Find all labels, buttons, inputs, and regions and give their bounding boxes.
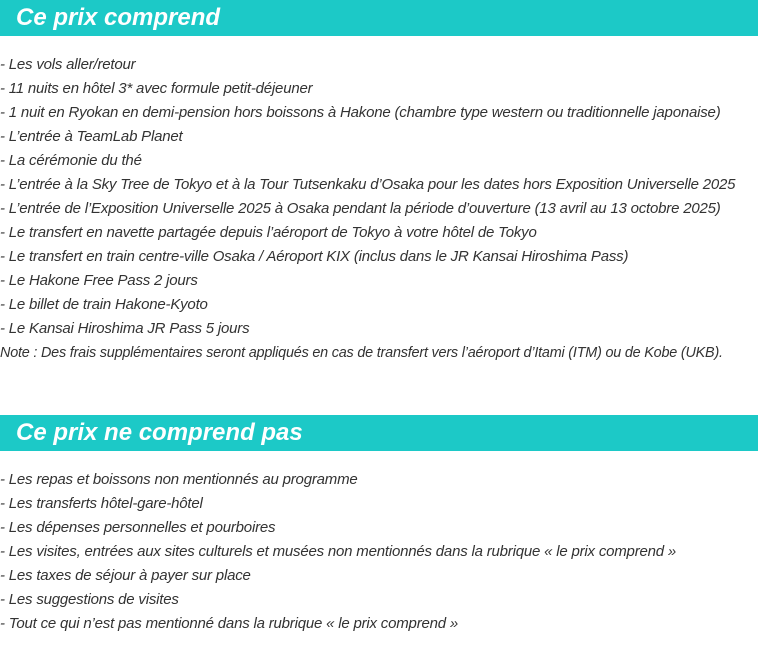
list-item: - L’entrée à la Sky Tree de Tokyo et à la Tour Tutsenkaku d’Osaka pour les dates hors Exposition Universelle 2025 xyxy=(0,176,736,193)
list-item: - Le transfert en navette partagée depuis l’aéroport de Tokyo à votre hôtel de Tokyo xyxy=(0,224,537,241)
list-item: - La cérémonie du thé xyxy=(0,152,142,169)
list-item: - Les repas et boissons non mentionnés au programme xyxy=(0,471,358,488)
section-title-includes: Ce prix comprend xyxy=(0,0,758,36)
list-item: - Les dépenses personnelles et pourboires xyxy=(0,519,276,536)
list-item: - 1 nuit en Ryokan en demi-pension hors boissons à Hakone (chambre type western ou traditionnelle japonaise) xyxy=(0,104,721,121)
section-title-excludes: Ce prix ne comprend pas xyxy=(0,415,758,451)
list-item: - Les suggestions de visites xyxy=(0,591,179,608)
list-item: - Le transfert en train centre-ville Osaka / Aéroport KIX (inclus dans le JR Kansai Hiroshima Pass) xyxy=(0,248,629,265)
list-item: - Les vols aller/retour xyxy=(0,56,136,73)
excludes-list xyxy=(0,468,758,636)
list-item: - Tout ce qui n’est pas mentionné dans la rubrique « le prix comprend » xyxy=(0,615,459,632)
list-item: - Les taxes de séjour à payer sur place xyxy=(0,567,251,584)
list-item: - Le Kansai Hiroshima JR Pass 5 jours xyxy=(0,320,250,337)
includes-list xyxy=(0,53,758,341)
transfer-fee-note: Note : Des frais supplémentaires seront appliqués en cas de transfert vers l’aéroport d’Itami (ITM) ou de Kobe (UKB). xyxy=(0,345,723,361)
list-item: - 11 nuits en hôtel 3* avec formule petit-déjeuner xyxy=(0,80,313,97)
list-item: - L’entrée à TeamLab Planet xyxy=(0,128,183,145)
list-item: - Le billet de train Hakone-Kyoto xyxy=(0,296,208,313)
list-item: - Les transferts hôtel-gare-hôtel xyxy=(0,495,203,512)
list-item: - Le Hakone Free Pass 2 jours xyxy=(0,272,198,289)
list-item: - L’entrée de l’Exposition Universelle 2025 à Osaka pendant la période d’ouverture (13 avril au 13 octobre 2025) xyxy=(0,200,721,217)
list-item: - Les visites, entrées aux sites culturels et musées non mentionnés dans la rubrique « le prix comprend » xyxy=(0,543,677,560)
